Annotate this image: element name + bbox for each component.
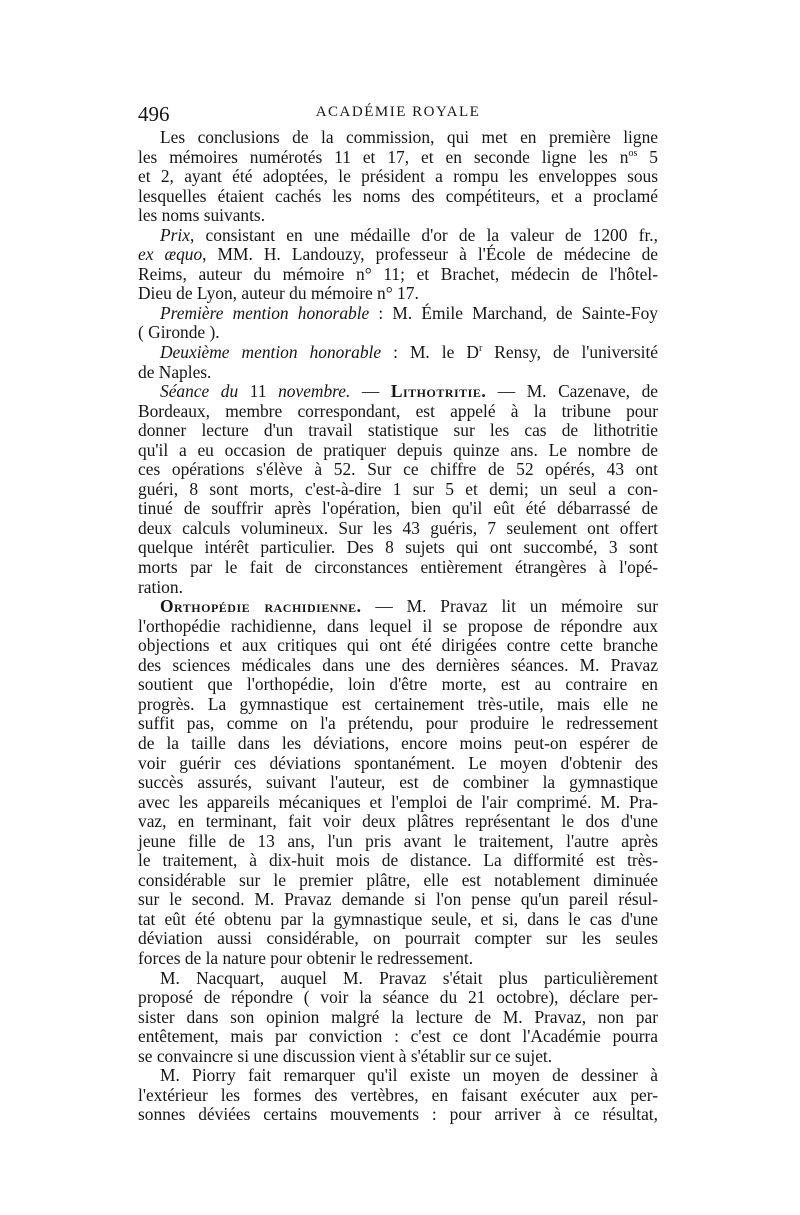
text-line [138, 402, 658, 422]
text-line [138, 969, 658, 989]
text-line [138, 304, 658, 324]
text-run: Dieu de Lyon, auteur du mémoire n° 17. [138, 283, 419, 304]
text-run: deux calculs volumineux. Sur les 43 guéris, 7 seulement ont offert [138, 517, 658, 538]
text-run: quelque intérêt particulier. Des 8 sujets qui ont succombé, 3 sont [138, 537, 658, 558]
text-line [138, 499, 658, 519]
italic-text: ex æquo [138, 244, 203, 265]
text-line [138, 538, 658, 558]
text-line [138, 929, 658, 949]
text-run: : M. le D [381, 342, 479, 363]
italic-text: Deuxième mention honorable [160, 342, 382, 363]
section-heading: Lithotritie. [390, 381, 487, 402]
text-line [138, 148, 658, 168]
text-run: entêtement, mais par conviction : c'est ce dont l'Académie pourra [138, 1026, 658, 1047]
text-line [138, 382, 658, 402]
text-run: suffit pas, comme on l'a prétendu, pour produire le redressement [138, 713, 658, 734]
text-run: déviation aussi considérable, on pourrait compter sur les seules [138, 928, 658, 949]
text-line [138, 265, 658, 285]
text-line [138, 167, 658, 187]
text-run: de Naples. [138, 361, 212, 382]
text-run: — M. Pravaz lit un mémoire sur [361, 596, 658, 617]
text-run: avec les appareils mécaniques et l'emploi de l'air comprimé. M. Pra- [138, 791, 658, 812]
text-line [138, 343, 658, 363]
text-run: guéri, 8 sont morts, c'est-à-dire 1 sur 5 et demi; un seul a con- [138, 478, 658, 499]
text-line [138, 421, 658, 441]
text-line [138, 187, 658, 207]
text-run: succès assurés, suivant l'auteur, est de combiner la gymnastique [138, 772, 658, 793]
text-line [138, 245, 658, 265]
text-line [138, 949, 658, 969]
text-run: des sciences médicales dans une des dernières séances. M. Pravaz [138, 654, 658, 675]
text-run: , consistant en une médaille d'or de la valeur de 1200 fr., [189, 224, 658, 245]
superscript: os [628, 147, 638, 159]
text-line [138, 558, 658, 578]
text-run: objections et aux critiques qui ont été dirigées contre cette branche [138, 635, 658, 656]
text-run: Rensy, de l'université [482, 342, 658, 363]
running-title: ACADÉMIE ROYALE [315, 104, 481, 120]
running-head [138, 102, 658, 124]
text-line [138, 206, 658, 226]
text-run: Les conclusions de la commission, qui met en première ligne [160, 127, 658, 147]
text-run: ( Gironde ). [138, 322, 220, 343]
text-line [138, 597, 658, 617]
text-run: se convaincre si une discussion vient à s'établir sur ce sujet. [138, 1045, 553, 1066]
text-run: — [350, 381, 391, 402]
text-line [138, 832, 658, 852]
text-line [138, 714, 658, 734]
text-run: forces de la nature pour obtenir le redressement. [138, 947, 474, 968]
text-run: le traitement, à dix-huit mois de distance. La difformité est très- [138, 850, 658, 871]
text-line [138, 1105, 658, 1125]
text-run: jeune fille de 13 ans, l'un pris avant le traitement, l'autre après [138, 830, 658, 851]
text-line [138, 988, 658, 1008]
text-run: les noms suivants. [138, 205, 266, 226]
text-run: proposé de répondre ( voir la séance du 21 octobre), déclare per- [138, 987, 658, 1008]
text-line [138, 773, 658, 793]
text-line [138, 675, 658, 695]
text-run: l'extérieur les formes des vertèbres, en faisant exécuter aux per- [138, 1084, 658, 1105]
text-run: morts par le fait de circonstances entièrement étrangères à l'opé- [138, 557, 658, 578]
text-line [138, 851, 658, 871]
text-run: l'orthopédie rachidienne, dans lequel il se propose de répondre aux [138, 615, 658, 636]
text-run: considérable sur le premier plâtre, elle est notablement diminuée [138, 869, 658, 890]
text-line [138, 871, 658, 891]
text-line [138, 812, 658, 832]
superscript: r [478, 343, 483, 355]
text-line [138, 910, 658, 930]
text-line [138, 226, 658, 246]
text-run: — M. Cazenave, de [486, 381, 658, 402]
text-line [138, 284, 658, 304]
text-run: soutient que l'orthopédie, loin d'être morte, est au contraire en [138, 674, 658, 695]
text-run: 11 [238, 381, 279, 402]
text-run: sister dans son opinion malgré la lecture de M. Pravaz, non par [138, 1006, 658, 1027]
text-run: sur le second. M. Pravaz demande si l'on pense qu'un pareil résul- [138, 889, 658, 910]
text-run: donner lecture d'un travail statistique sur les cas de lithotritie [138, 420, 658, 441]
text-run: les mémoires numérotés 11 et 17, et en seconde ligne les n [138, 146, 629, 167]
text-line [138, 656, 658, 676]
text-line [138, 1086, 658, 1106]
text-line [138, 636, 658, 656]
text-line [138, 890, 658, 910]
text-line [138, 578, 658, 598]
text-run: sonnes déviées certains mouvements : pour arriver à ce résultat, [138, 1104, 658, 1125]
text-line [138, 519, 658, 539]
text-run: progrès. La gymnastique est certainement très-utile, mais elle ne [138, 693, 658, 714]
text-line [138, 1027, 658, 1047]
text-run: de la taille dans les déviations, encore moins peut-on espérer de [138, 732, 658, 753]
text-line [138, 460, 658, 480]
text-run: vaz, en terminant, fait voir deux plâtres représentant le dos d'une [138, 811, 658, 832]
text-run: lesquelles étaient cachés les noms des compétiteurs, et a proclamé [138, 185, 658, 206]
text-line [138, 695, 658, 715]
text-run: , MM. H. Landouzy, professeur à l'École de médecine de [202, 244, 658, 265]
text-run: Bordeaux, membre correspondant, est appelé à la tribune pour [138, 400, 658, 421]
italic-text: Séance du [160, 381, 239, 402]
text-line [138, 480, 658, 500]
text-line [138, 754, 658, 774]
text-run: tinué de souffrir après l'opération, bien qu'il eût été débarrassé de [138, 498, 658, 519]
text-line [138, 1047, 658, 1067]
italic-text: Première mention honorable [160, 302, 370, 323]
text-line [138, 441, 658, 461]
text-run: ration. [138, 576, 183, 597]
text-run: : M. Émile Marchand, de Sainte-Foy [369, 302, 658, 323]
text-line [138, 617, 658, 637]
text-line [138, 128, 658, 148]
italic-text: novembre. [278, 381, 351, 402]
text-line [138, 363, 658, 383]
text-run: Reims, auteur du mémoire n° 11; et Brachet, médecin de l'hôtel- [138, 263, 658, 284]
text-line [138, 323, 658, 343]
text-run: et 2, ayant été adoptées, le président a rompu les enveloppes sous [138, 166, 658, 187]
text-run: ces opérations s'élève à 52. Sur ce chiffre de 52 opérés, 43 ont [138, 459, 658, 480]
text-line [138, 793, 658, 813]
text-run: M. Piorry fait remarquer qu'il existe un moyen de dessiner à [160, 1065, 658, 1086]
text-run: M. Nacquart, auquel M. Pravaz s'était plus particulièrement [160, 967, 658, 988]
text-run: 5 [637, 146, 658, 167]
text-line [138, 1008, 658, 1028]
text-run: tat eût été obtenu par la gymnastique seule, et si, dans le cas d'une [138, 908, 658, 929]
body-text [138, 128, 658, 1125]
text-line [138, 1066, 658, 1086]
italic-text: Prix [160, 224, 190, 245]
page-number: 496 [138, 102, 170, 126]
text-run: qu'il a eu occasion de pratiquer depuis quinze ans. Le nombre de [138, 439, 658, 460]
section-heading: Orthopédie rachidienne. [160, 596, 362, 617]
text-run: voir guérir ces déviations spontanément. Le moyen d'obtenir des [138, 752, 658, 773]
text-line [138, 734, 658, 754]
